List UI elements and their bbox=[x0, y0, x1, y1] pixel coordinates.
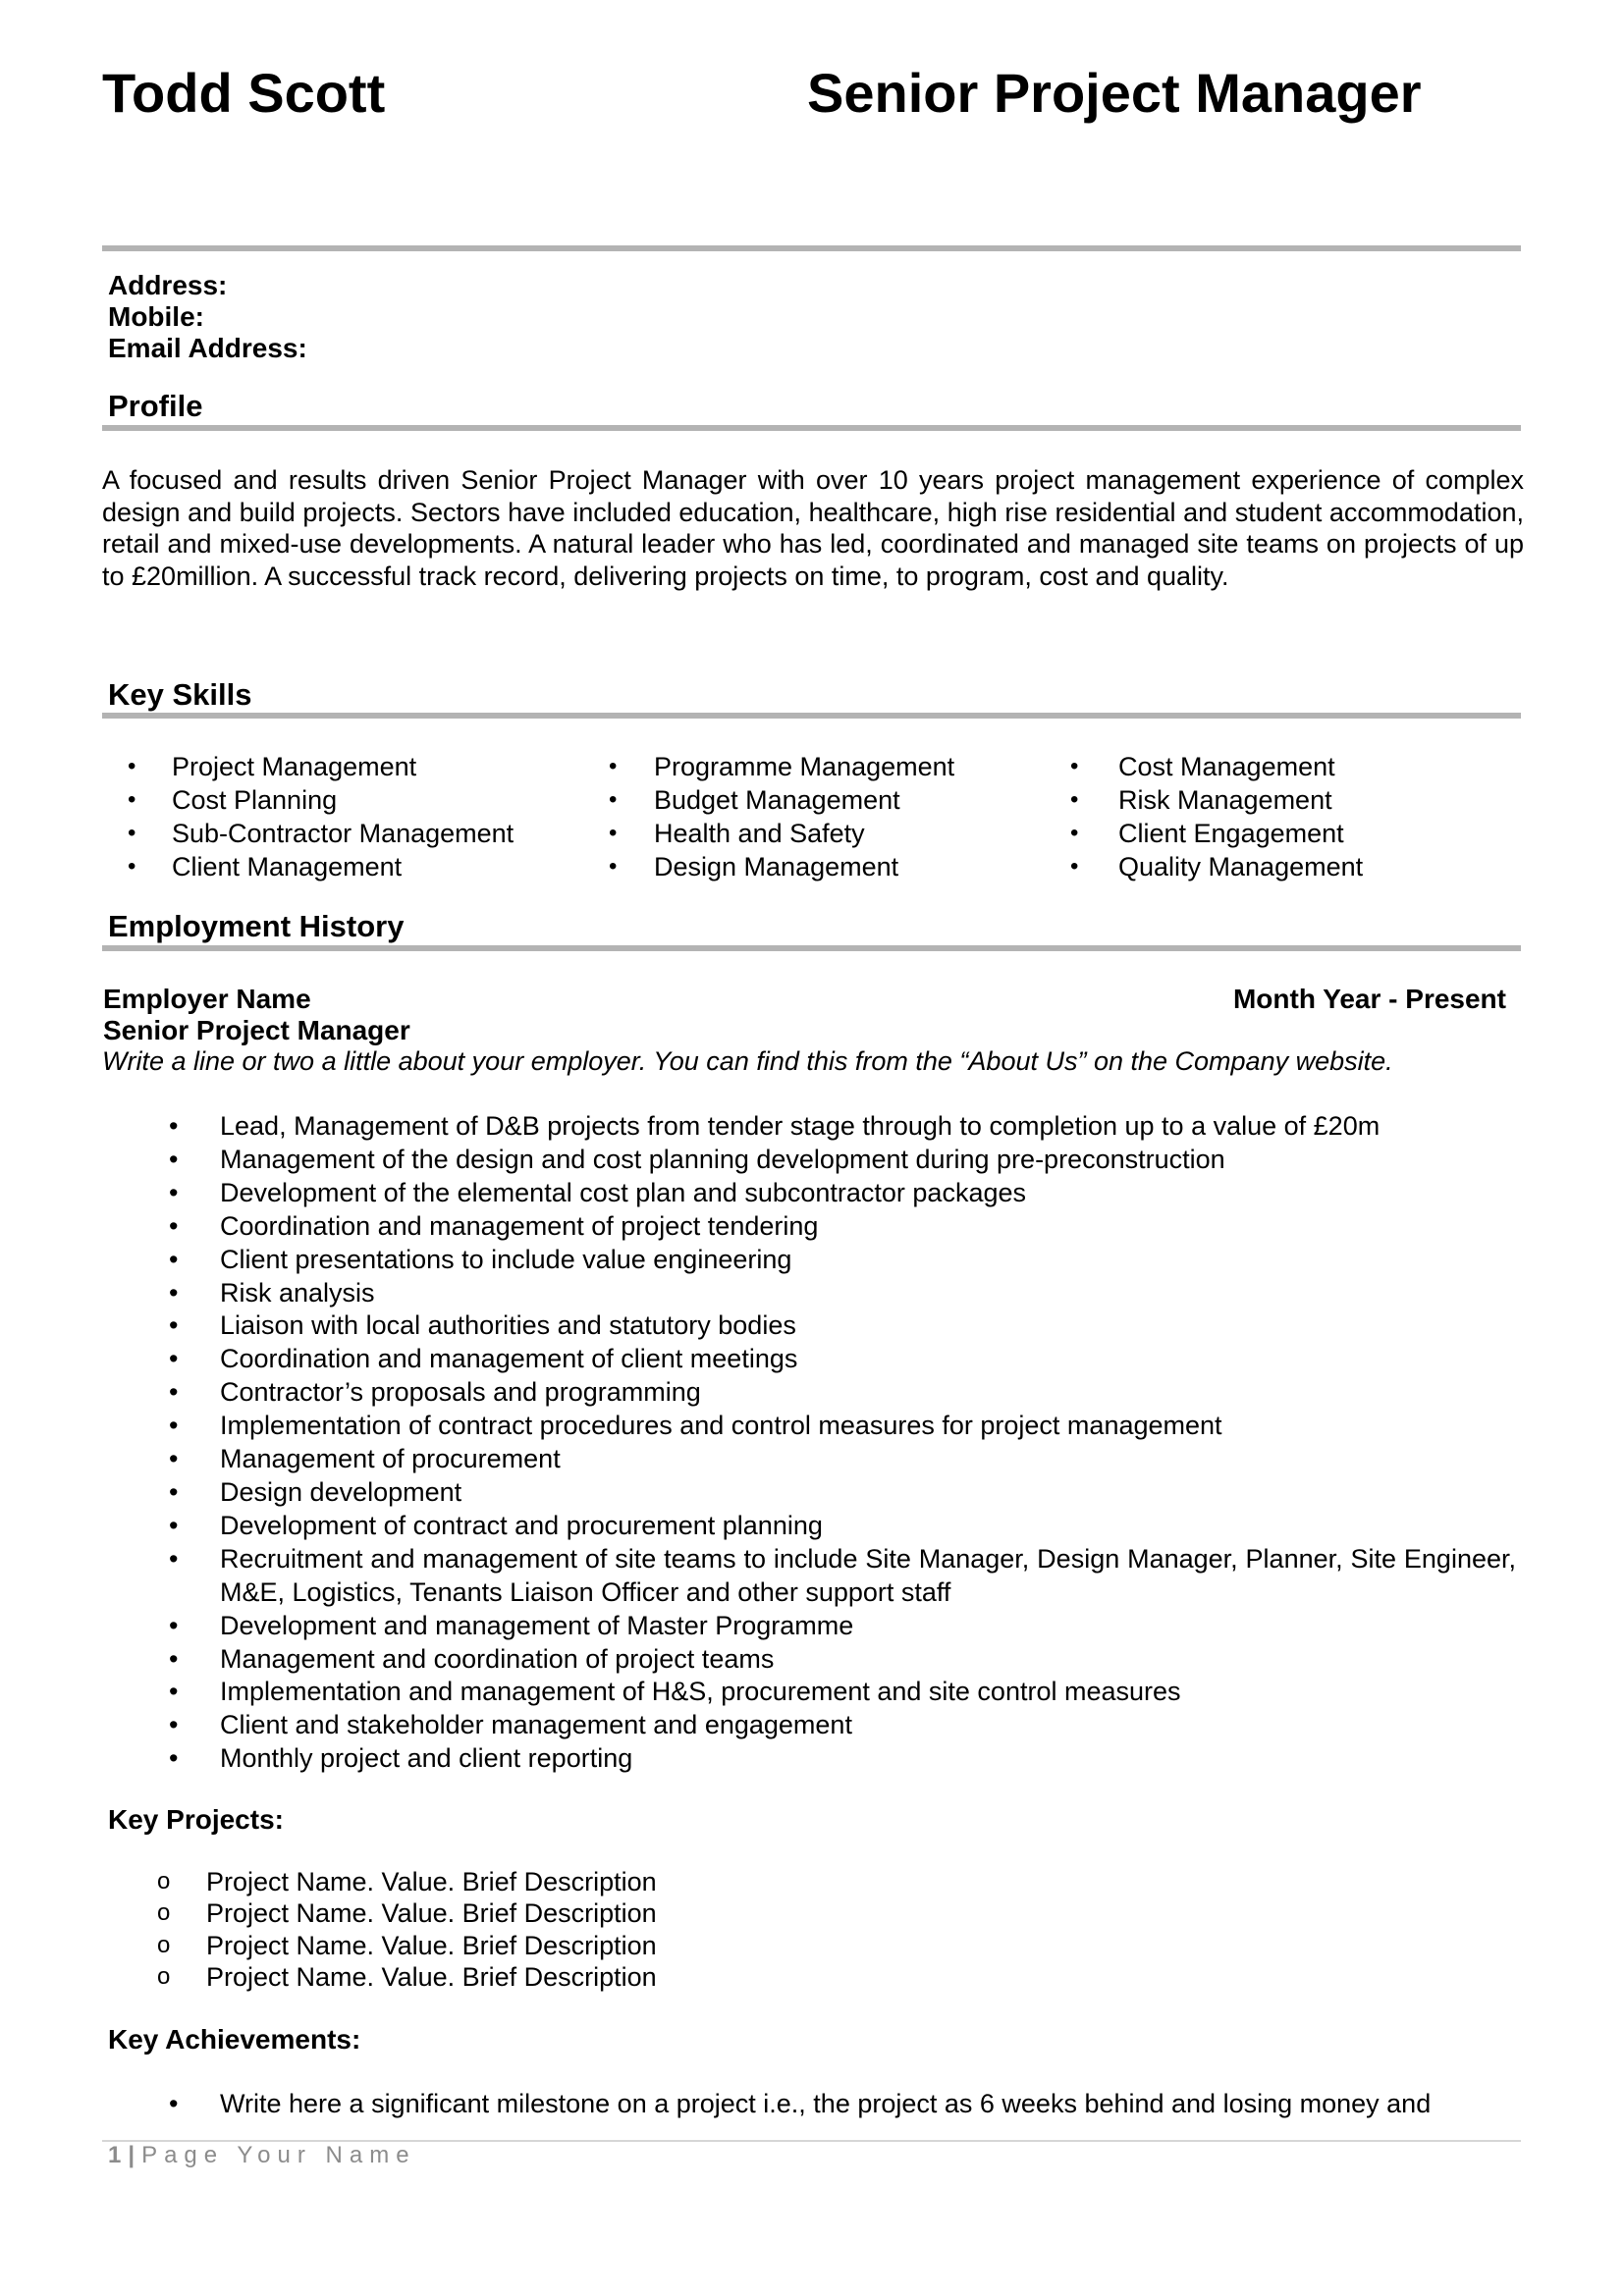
skill-item: Sub-Contractor Management bbox=[172, 819, 514, 848]
responsibility-text: Monthly project and client reporting bbox=[220, 1743, 633, 1774]
bullet-icon: • bbox=[169, 2089, 179, 2118]
circle-bullet-icon: o bbox=[157, 1963, 171, 1991]
bullet-icon: • bbox=[128, 853, 136, 880]
key-skills-heading: Key Skills bbox=[108, 677, 252, 712]
responsibility-text: Management of the design and cost planning development during pre-preconstruction bbox=[220, 1144, 1225, 1174]
bullet-icon: • bbox=[169, 1476, 179, 1507]
responsibility-text: Client presentations to include value engineering bbox=[220, 1244, 792, 1274]
bullet-icon: • bbox=[169, 1111, 179, 1141]
bullet-icon: • bbox=[1070, 786, 1079, 813]
candidate-name: Todd Scott bbox=[102, 62, 386, 124]
profile-heading: Profile bbox=[108, 389, 203, 423]
responsibility-text: Contractor’s proposals and programming bbox=[220, 1377, 701, 1408]
skill-item: Risk Management bbox=[1118, 785, 1332, 815]
employment-history-heading: Employment History bbox=[108, 909, 405, 943]
responsibility-text: Coordination and management of client meetings bbox=[220, 1344, 798, 1374]
responsibility-text: Development of contract and procurement planning bbox=[220, 1510, 823, 1540]
bullet-icon: • bbox=[169, 1710, 179, 1740]
bullet-icon: • bbox=[169, 1743, 179, 1774]
header-divider bbox=[102, 245, 1521, 251]
project-item bbox=[0, 1866, 657, 1897]
responsibility-item bbox=[0, 1643, 1516, 1677]
project-item bbox=[0, 1961, 657, 1993]
responsibility-text: Management of procurement bbox=[220, 1444, 561, 1474]
page-number: 1 bbox=[108, 2142, 129, 2168]
responsibility-item bbox=[0, 1309, 1516, 1343]
employer-description: Write a line or two a little about your employer. You can find this from the “About Us” on the Company website. bbox=[102, 1046, 1393, 1076]
bullet-icon: • bbox=[169, 1144, 179, 1174]
bullet-icon: • bbox=[609, 820, 618, 846]
circle-bullet-icon: o bbox=[157, 1868, 171, 1895]
responsibility-text: Risk analysis bbox=[220, 1277, 375, 1308]
responsibility-text: Implementation and management of H&S, procurement and site control measures bbox=[220, 1677, 1181, 1707]
bullet-icon: • bbox=[609, 853, 618, 880]
responsibility-item bbox=[0, 1443, 1516, 1476]
responsibility-item bbox=[0, 1110, 1516, 1144]
key-projects-heading: Key Projects: bbox=[108, 1804, 284, 1835]
circle-bullet-icon: o bbox=[157, 1931, 171, 1958]
employment-dates: Month Year - Present bbox=[1232, 984, 1506, 1014]
responsibility-item bbox=[0, 1476, 1516, 1510]
responsibility-item bbox=[0, 1742, 1516, 1776]
profile-text: A focused and results driven Senior Project Manager with over 10 years project management experience of complex design and build projects. Sectors have included education, healthcare, high rise residential and student accommodation, retail and mixed-use developments. A natural leader who has led, coordinated and managed site teams on projects of up to £20million. A successful track record, delivering projects on time, to program, cost and quality. bbox=[102, 465, 1524, 591]
responsibility-item bbox=[0, 1210, 1516, 1244]
bullet-icon: • bbox=[169, 1344, 179, 1374]
responsibility-item bbox=[0, 1177, 1516, 1210]
bullet-icon: • bbox=[169, 1677, 179, 1707]
bullet-icon: • bbox=[128, 786, 136, 813]
bullet-icon: • bbox=[169, 1310, 179, 1341]
skill-item: Client Engagement bbox=[1118, 819, 1344, 848]
bullet-icon: • bbox=[1070, 820, 1079, 846]
page-footer bbox=[108, 2142, 416, 2169]
responsibility-text: Liaison with local authorities and statutory bodies bbox=[220, 1310, 796, 1341]
project-text: Project Name. Value. Brief Description bbox=[206, 1867, 657, 1896]
skill-item: Budget Management bbox=[654, 785, 900, 815]
key-projects-list bbox=[0, 1866, 657, 1994]
responsibilities-list bbox=[0, 1110, 1624, 1776]
bullet-icon: • bbox=[609, 786, 618, 813]
footer-separator: | bbox=[128, 2142, 142, 2168]
responsibility-text: Design development bbox=[220, 1476, 462, 1507]
responsibility-item bbox=[0, 1610, 1516, 1643]
bullet-icon: • bbox=[128, 820, 136, 846]
project-text: Project Name. Value. Brief Description bbox=[206, 1962, 657, 1993]
circle-bullet-icon: o bbox=[157, 1899, 171, 1927]
responsibility-item bbox=[0, 1376, 1516, 1410]
responsibility-item bbox=[0, 1410, 1516, 1443]
skill-item: Health and Safety bbox=[654, 819, 865, 848]
profile-divider bbox=[102, 425, 1521, 431]
responsibility-item bbox=[0, 1709, 1516, 1742]
bullet-icon: • bbox=[169, 1411, 179, 1441]
responsibility-item bbox=[0, 1244, 1516, 1277]
employment-divider bbox=[102, 945, 1521, 951]
bullet-icon: • bbox=[169, 1510, 179, 1540]
mobile-label: Mobile: bbox=[108, 301, 204, 332]
project-item bbox=[0, 1930, 657, 1961]
skill-item: Quality Management bbox=[1118, 852, 1364, 881]
responsibility-text: Client and stakeholder management and engagement bbox=[220, 1710, 852, 1740]
bullet-icon: • bbox=[1070, 853, 1079, 880]
achievement-text: Write here a significant milestone on a project i.e., the project as 6 weeks behind and losing money and bbox=[220, 2089, 1432, 2118]
responsibility-item bbox=[0, 1676, 1516, 1709]
job-title: Senior Project Manager bbox=[807, 62, 1422, 124]
bullet-icon: • bbox=[128, 753, 136, 779]
responsibility-text: Lead, Management of D&B projects from tender stage through to completion up to a value of £20m bbox=[220, 1111, 1380, 1141]
key-achievements-heading: Key Achievements: bbox=[108, 2024, 361, 2055]
responsibility-text: Management and coordination of project teams bbox=[220, 1643, 775, 1674]
responsibility-item bbox=[0, 1277, 1516, 1310]
skill-item: Client Management bbox=[172, 852, 403, 881]
bullet-icon: • bbox=[1070, 753, 1079, 779]
responsibility-text: Development of the elemental cost plan and subcontractor packages bbox=[220, 1177, 1026, 1207]
project-item bbox=[0, 1897, 657, 1929]
project-text: Project Name. Value. Brief Description bbox=[206, 1898, 657, 1929]
footer-text: Page Your Name bbox=[141, 2142, 416, 2168]
responsibility-text: Recruitment and management of site teams to include Site Manager, Design Manager, Planner, Site Engineer, M&E, Logistics, Tenants Liaison Officer and other support staff bbox=[220, 1543, 1516, 1607]
bullet-icon: • bbox=[609, 753, 618, 779]
address-label: Address: bbox=[108, 270, 228, 300]
skill-item: Design Management bbox=[654, 852, 899, 881]
responsibility-item bbox=[0, 1343, 1516, 1376]
responsibility-text: Implementation of contract procedures and control measures for project management bbox=[220, 1411, 1222, 1441]
responsibility-item bbox=[0, 1510, 1516, 1543]
skill-item: Project Management bbox=[172, 752, 417, 781]
bullet-icon: • bbox=[169, 1610, 179, 1640]
key-skills-divider bbox=[102, 713, 1521, 719]
project-text: Project Name. Value. Brief Description bbox=[206, 1930, 657, 1960]
responsibility-item bbox=[0, 1543, 1516, 1610]
role-title: Senior Project Manager bbox=[103, 1015, 410, 1045]
skill-item: Programme Management bbox=[654, 752, 955, 781]
bullet-icon: • bbox=[169, 1244, 179, 1274]
responsibility-text: Development and management of Master Programme bbox=[220, 1610, 854, 1640]
email-label: Email Address: bbox=[108, 333, 307, 363]
bullet-icon: • bbox=[169, 1377, 179, 1408]
bullet-icon: • bbox=[169, 1277, 179, 1308]
bullet-icon: • bbox=[169, 1177, 179, 1207]
bullet-icon: • bbox=[169, 1543, 179, 1574]
bullet-icon: • bbox=[169, 1444, 179, 1474]
bullet-icon: • bbox=[169, 1643, 179, 1674]
bullet-icon: • bbox=[169, 1210, 179, 1241]
responsibility-text: Coordination and management of project tendering bbox=[220, 1210, 819, 1241]
skill-item: Cost Planning bbox=[172, 785, 338, 815]
skill-item: Cost Management bbox=[1118, 752, 1335, 781]
employer-name: Employer Name bbox=[103, 984, 311, 1014]
responsibility-item bbox=[0, 1144, 1516, 1177]
